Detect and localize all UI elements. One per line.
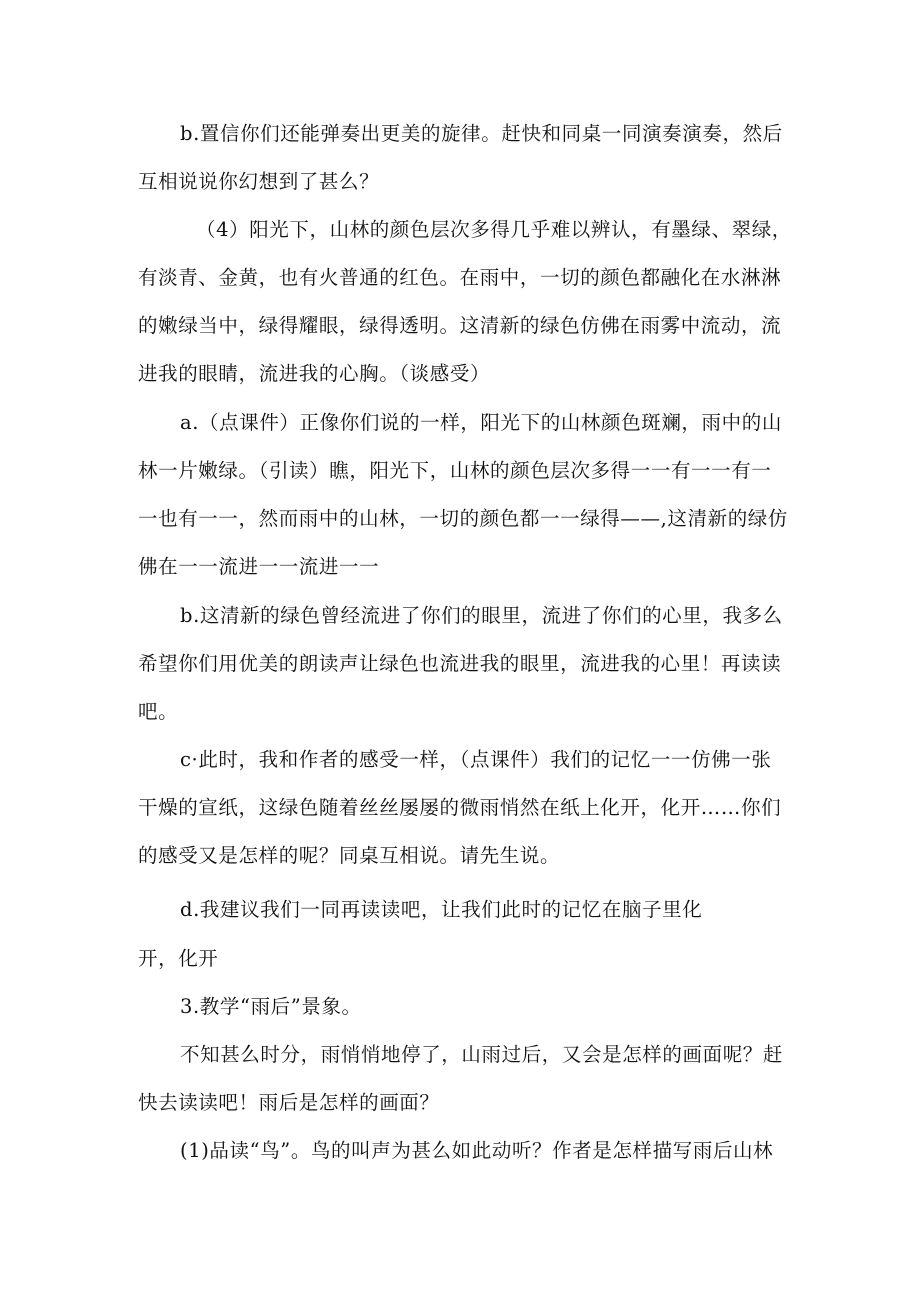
text-line: 的嫩绿当中，绿得耀眼，绿得透明。这清新的绿色仿佛在雨雾中流动，流 bbox=[138, 314, 782, 337]
text-line: 希望你们用优美的朗读声让绿色也流进我的眼里，流进我的心里！再读读 bbox=[138, 652, 782, 675]
text-line: 不知甚么时分，雨悄悄地停了，山雨过后，又会是怎样的画面呢？赶 bbox=[180, 1043, 784, 1066]
text-line: b.置信你们还能弹奏出更美的旋律。赶快和同桌一同演奏演奏，然后 bbox=[180, 122, 783, 145]
text-line: 快去读读吧！雨后是怎样的画面？ bbox=[138, 1091, 440, 1114]
text-line: (1)品读“鸟”。鸟的叫声为甚么如此动听？作者是怎样描写雨后山林 bbox=[180, 1139, 774, 1162]
text-line: 干燥的宣纸，这绿色随着丝丝屡屡的微雨悄然在纸上化开，化开……你们 bbox=[138, 796, 782, 819]
text-line: （4）阳光下，山林的颜色层次多得几乎难以辨认，有墨绿、翠绿， bbox=[196, 218, 792, 241]
text-line: c·此时，我和作者的感受一样，（点课件）我们的记忆一一仿佛一张 bbox=[180, 748, 772, 771]
text-line: d.我建议我们一同再读读吧，让我们此时的记忆在脑子里化 bbox=[180, 898, 703, 921]
text-line: 一也有一一，然而雨中的山林，一切的颜色都一一绿得——,这清新的绿仿 bbox=[138, 507, 788, 530]
text-line: 互相说说你幻想到了甚么？ bbox=[138, 170, 380, 193]
text-line: 开，化开 bbox=[138, 947, 219, 970]
text-line: 林一片嫩绿。（引读）瞧，阳光下，山林的颜色层次多得一一有一一有一 bbox=[138, 459, 772, 482]
text-line: 进我的眼睛，流进我的心胸。（谈感受） bbox=[138, 362, 491, 385]
text-line: 佛在一一流进一一流进一一 bbox=[138, 555, 380, 578]
section-heading: 3.教学“雨后”景象。 bbox=[180, 995, 362, 1018]
text-line: a.（点课件）正像你们说的一样，阳光下的山林颜色斑斓，雨中的山 bbox=[180, 411, 782, 434]
text-line: 吧。 bbox=[138, 700, 179, 723]
text-line: 有淡青、金黄，也有火普通的红色。在雨中，一切的颜色都融化在水淋淋 bbox=[138, 266, 782, 289]
text-line: 的感受又是怎样的呢？同桌互相说。请先生说。 bbox=[138, 844, 561, 867]
text-line: b.这清新的绿色曾经流进了你们的眼里，流进了你们的心里，我多么 bbox=[180, 604, 783, 627]
